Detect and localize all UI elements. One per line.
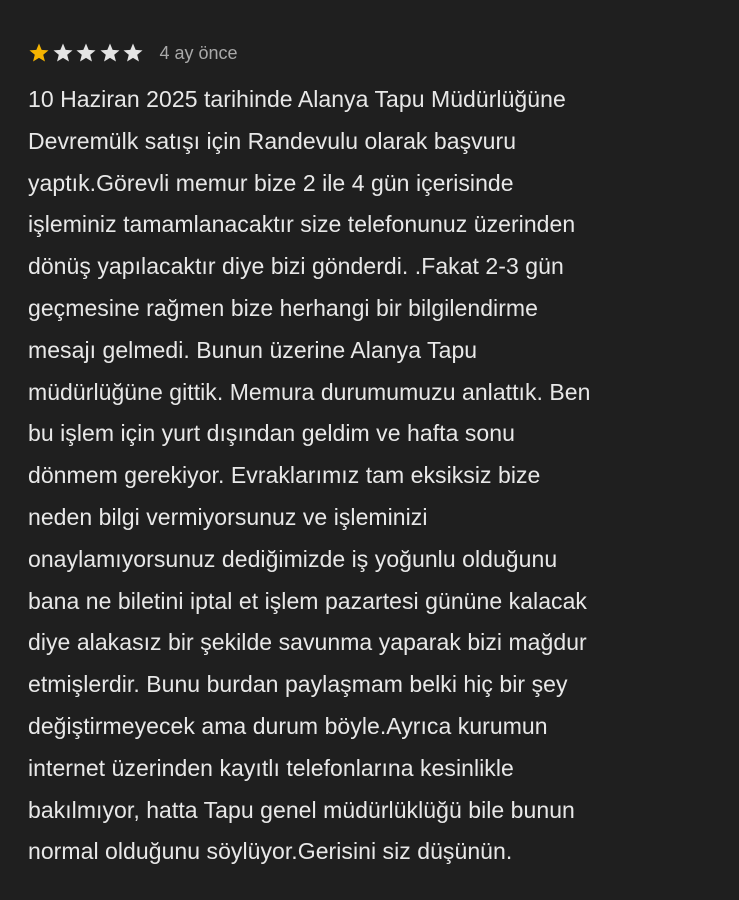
star-empty-icon [75, 42, 97, 64]
review-text [28, 79, 718, 873]
review-text-line: neden bilgi vermiyorsunuz ve işleminizi [28, 503, 428, 530]
star-filled-icon [28, 42, 50, 64]
review-card [28, 38, 718, 873]
review-text-line: yaptık.Görevli memur bize 2 ile 4 gün içerisinde [28, 169, 514, 196]
star-empty-icon [52, 42, 74, 64]
review-text-line: 10 Haziran 2025 tarihinde Alanya Tapu Müdürlüğüne [28, 86, 566, 112]
review-text-line: işleminiz tamamlanacaktır size telefonunuz üzerinden [28, 211, 576, 238]
review-text-line: mesajı gelmedi. Bunun üzerine Alanya Tapu [28, 336, 478, 363]
star-empty-icon [99, 42, 121, 64]
review-text-line: bana ne biletini iptal et işlem pazartesi gününe kalacak [28, 587, 587, 614]
review-text-line: etmişlerdir. Bunu burdan paylaşmam belki hiç bir şey [28, 671, 568, 698]
review-text-line: bu işlem için yurt dışından geldim ve hafta sonu [28, 420, 515, 447]
review-text-line: bakılmıyor, hatta Tapu genel müdürlüklüğü bile bunun [28, 796, 575, 823]
review-text-line: müdürlüğüne gittik. Memura durumumuzu anlattık. Ben [28, 378, 591, 405]
star-rating [28, 42, 146, 64]
review-time: 4 ay önce [159, 43, 238, 63]
star-empty-icon [122, 42, 144, 64]
review-text-line: internet üzerinden kayıtlı telefonlarına kesinlikle [28, 754, 514, 781]
review-text-line: geçmesine rağmen bize herhangi bir bilgilendirme [28, 294, 538, 321]
review-text-line: normal olduğunu söylüyor.Gerisini siz düşünün. [28, 838, 513, 865]
review-text-line: dönmem gerekiyor. Evraklarımız tam eksiksiz bize [28, 462, 541, 489]
review-text-line: onaylamıyorsunuz dediğimizde iş yoğunlu olduğunu [28, 545, 558, 572]
review-text-line: dönüş yapılacaktır diye bizi gönderdi. .Fakat 2-3 gün [28, 253, 564, 280]
review-text-line: değiştirmeyecek ama durum böyle.Ayrıca kurumun [28, 712, 548, 739]
rating-row [28, 38, 718, 68]
review-text-line: Devremülk satışı için Randevulu olarak başvuru [28, 127, 517, 154]
review-text-line: diye alakasız bir şekilde savunma yaparak bizi mağdur [28, 629, 587, 656]
